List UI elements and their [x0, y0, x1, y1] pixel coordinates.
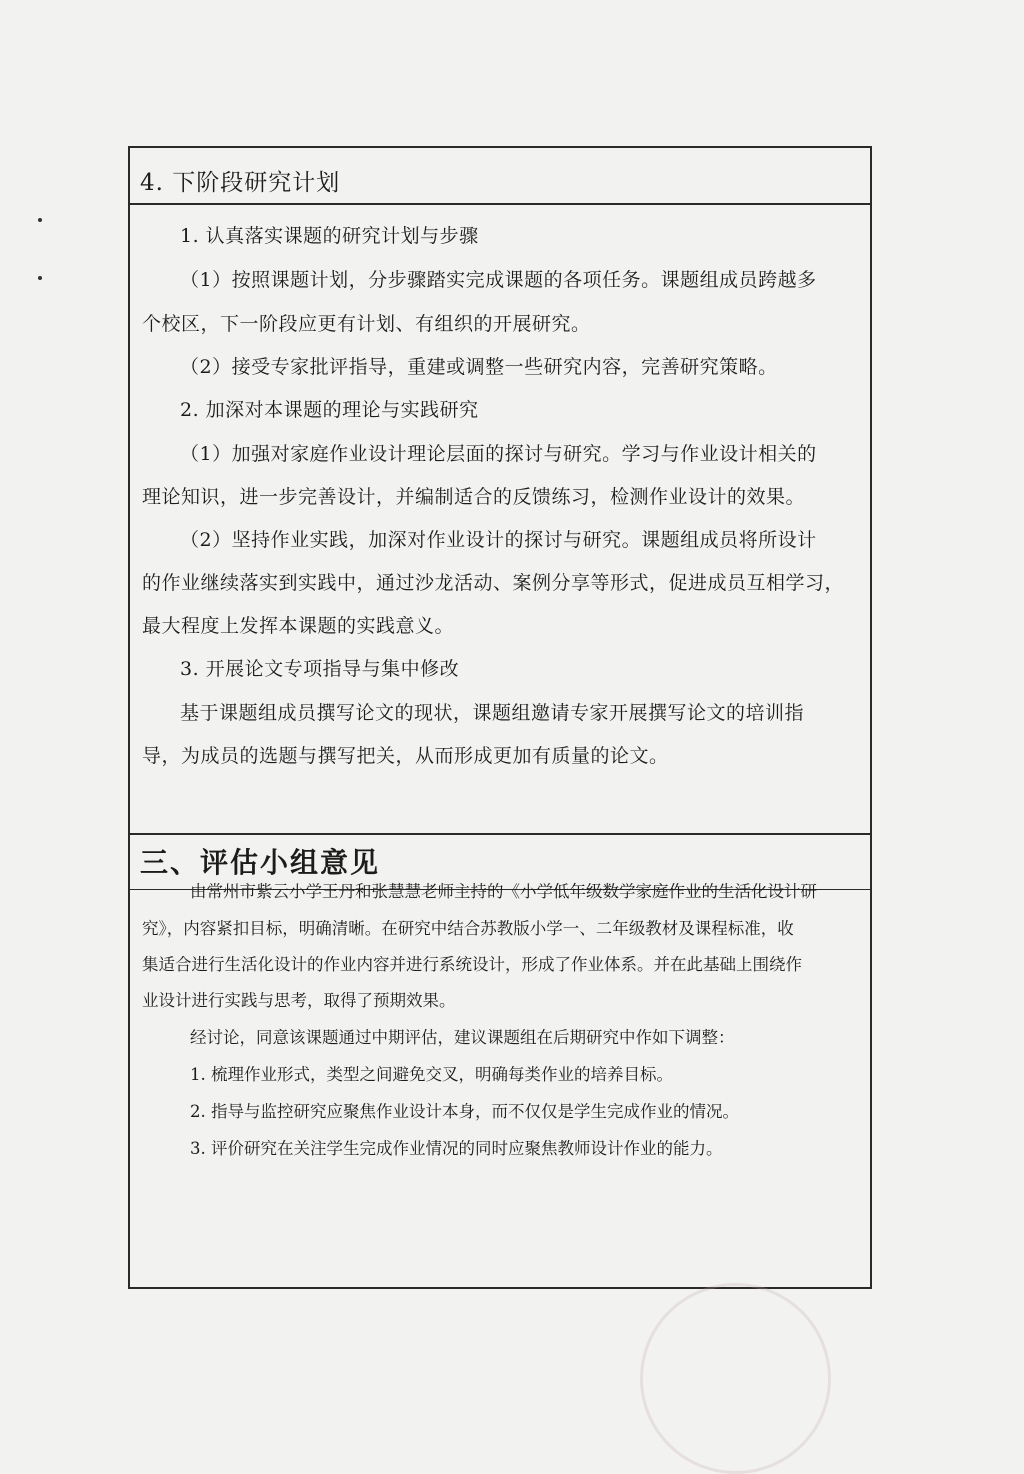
- plan-line: 的作业继续落实到实践中，通过沙龙活动、案例分享等形式，促进成员互相学习，: [142, 572, 845, 594]
- eval-line: 集适合进行生活化设计的作业内容并进行系统设计，形成了作业体系。并在此基础上围绕作: [142, 955, 802, 974]
- section-4-body: [130, 205, 870, 835]
- plan-line: 导，为成员的选题与撰写把关，从而形成更加有质量的论文。: [142, 745, 669, 767]
- plan-line: 基于课题组成员撰写论文的现状，课题组邀请专家开展撰写论文的培训指: [180, 702, 805, 724]
- plan-line: 最大程度上发挥本课题的实践意义。: [142, 615, 455, 637]
- eval-line: 究》，内容紧扣目标，明确清晰。在研究中结合苏教版小学一、二年级教材及课程标准，收: [142, 919, 794, 938]
- plan-line: 个校区，下一阶段应更有计划、有组织的开展研究。: [142, 313, 591, 335]
- faded-stamp: [640, 1283, 831, 1474]
- plan-line: （1）按照课题计划，分步骤踏实完成课题的各项任务。课题组成员跨越多: [180, 269, 817, 291]
- eval-line: 1. 梳理作业形式，类型之间避免交叉，明确每类作业的培养目标。: [190, 1065, 673, 1084]
- plan-line: （2）坚持作业实践，加深对作业设计的探讨与研究。课题组成员将所设计: [180, 529, 817, 551]
- plan-line: 2. 加深对本课题的理论与实践研究: [180, 399, 479, 421]
- eval-line: 由常州市紫云小学王丹和张慧慧老师主持的《小学低年级数学家庭作业的生活化设计研: [190, 882, 817, 901]
- margin-dot-1: [38, 218, 42, 222]
- plan-line: （2）接受专家批评指导，重建或调整一些研究内容，完善研究策略。: [180, 356, 778, 378]
- section-4-heading: 4. 下阶段研究计划: [140, 170, 341, 196]
- section-4-title-row: [130, 148, 870, 205]
- plan-line: 理论知识，进一步完善设计，并编制适合的反馈练习，检测作业设计的效果。: [142, 486, 806, 508]
- eval-line: 业设计进行实践与思考，取得了预期效果。: [142, 991, 456, 1010]
- margin-dot-2: [38, 276, 42, 280]
- plan-line: 3. 开展论文专项指导与集中修改: [180, 658, 460, 680]
- eval-line: 3. 评价研究在关注学生完成作业情况的同时应聚焦教师设计作业的能力。: [190, 1139, 723, 1158]
- eval-line: 经讨论，同意该课题通过中期评估，建议课题组在后期研究中作如下调整：: [190, 1028, 735, 1047]
- plan-line: （1）加强对家庭作业设计理论层面的探讨与研究。学习与作业设计相关的: [180, 443, 817, 465]
- plan-line: 1. 认真落实课题的研究计划与步骤: [180, 225, 479, 247]
- form-table: [128, 146, 872, 1289]
- section-3-heading: 三、评估小组意见: [140, 846, 381, 879]
- eval-line: 2. 指导与监控研究应聚焦作业设计本身，而不仅仅是学生完成作业的情况。: [190, 1102, 739, 1121]
